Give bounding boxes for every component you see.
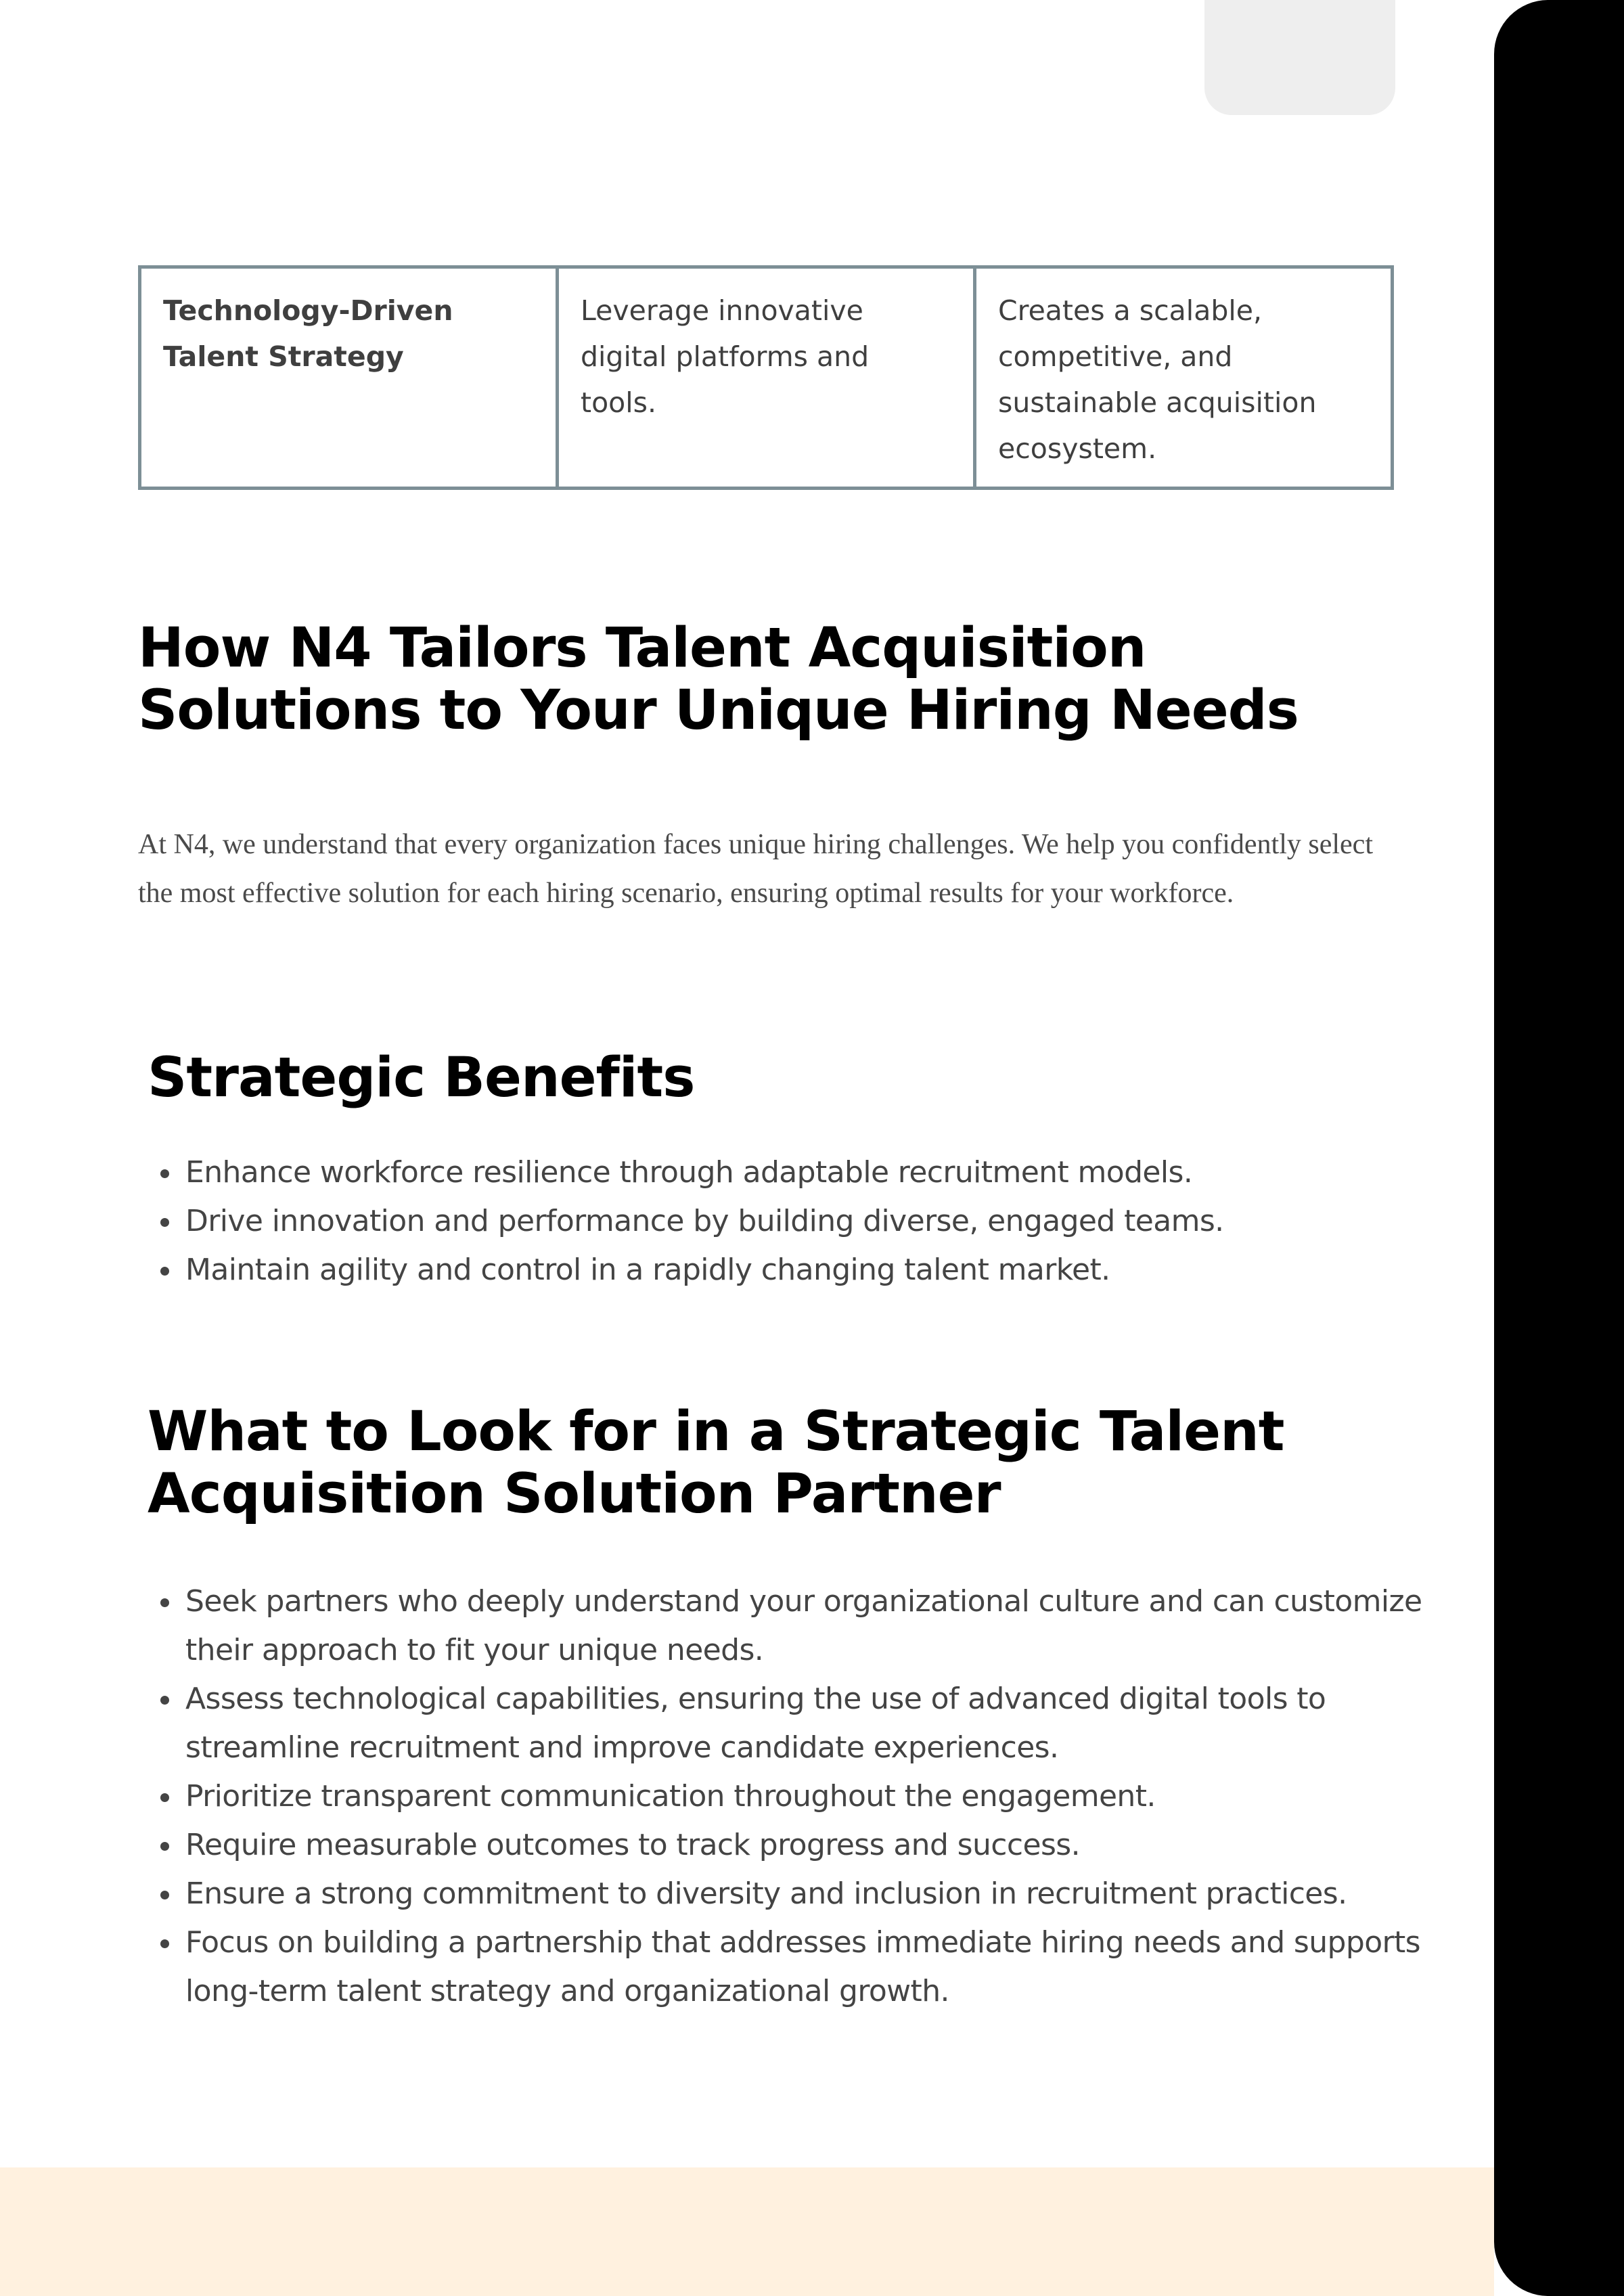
right-side-bar	[1494, 0, 1624, 2296]
footer-band	[0, 2167, 1494, 2296]
benefits-list	[148, 1148, 1455, 1295]
table-cell-solution: Technology-Driven Talent Strategy	[140, 267, 558, 489]
list-item: • Maintain agility and control in a rapidly changing talent market.	[183, 1246, 1455, 1295]
list-item: • Assess technological capabilities, ensuring the use of advanced digital tools to streamline recruitment and improve candidate experiences.	[183, 1675, 1455, 1772]
list-item: • Require measurable outcomes to track progress and success.	[183, 1821, 1455, 1870]
table-cell-outcome: Creates a scalable, competitive, and sustainable acquisition ecosystem.	[975, 267, 1393, 489]
list-item: • Prioritize transparent communication throughout the engagement.	[183, 1772, 1455, 1821]
intro-paragraph: At N4, we understand that every organization faces unique hiring challenges. We help you confidently select the most effective solution for each hiring scenario, ensuring optimal results for your workforce.	[138, 829, 1373, 909]
list-item: • Focus on building a partnership that addresses immediate hiring needs and supports long-term talent strategy and organizational growth.	[183, 1918, 1455, 2016]
section-heading-benefits: Strategic Benefits	[148, 1046, 695, 1110]
top-tab	[1204, 0, 1395, 115]
section-heading-tailor: How N4 Tailors Talent Acquisition Solutions to Your Unique Hiring Needs	[138, 616, 1299, 742]
list-item: • Ensure a strong commitment to diversity and inclusion in recruitment practices.	[183, 1870, 1455, 1918]
list-item: • Drive innovation and performance by building diverse, engaged teams.	[183, 1197, 1455, 1246]
list-item: • Enhance workforce resilience through adaptable recruitment models.	[183, 1148, 1455, 1197]
table-cell-approach: Leverage innovative digital platforms and tools.	[558, 267, 975, 489]
partner-criteria-list	[148, 1577, 1455, 2016]
solutions-table	[138, 265, 1394, 490]
table-row	[140, 267, 1393, 489]
section-heading-partner: What to Look for in a Strategic Talent Acquisition Solution Partner	[148, 1400, 1284, 1526]
list-item: • Seek partners who deeply understand your organizational culture and can customize their approach to fit your unique needs.	[183, 1577, 1455, 1675]
